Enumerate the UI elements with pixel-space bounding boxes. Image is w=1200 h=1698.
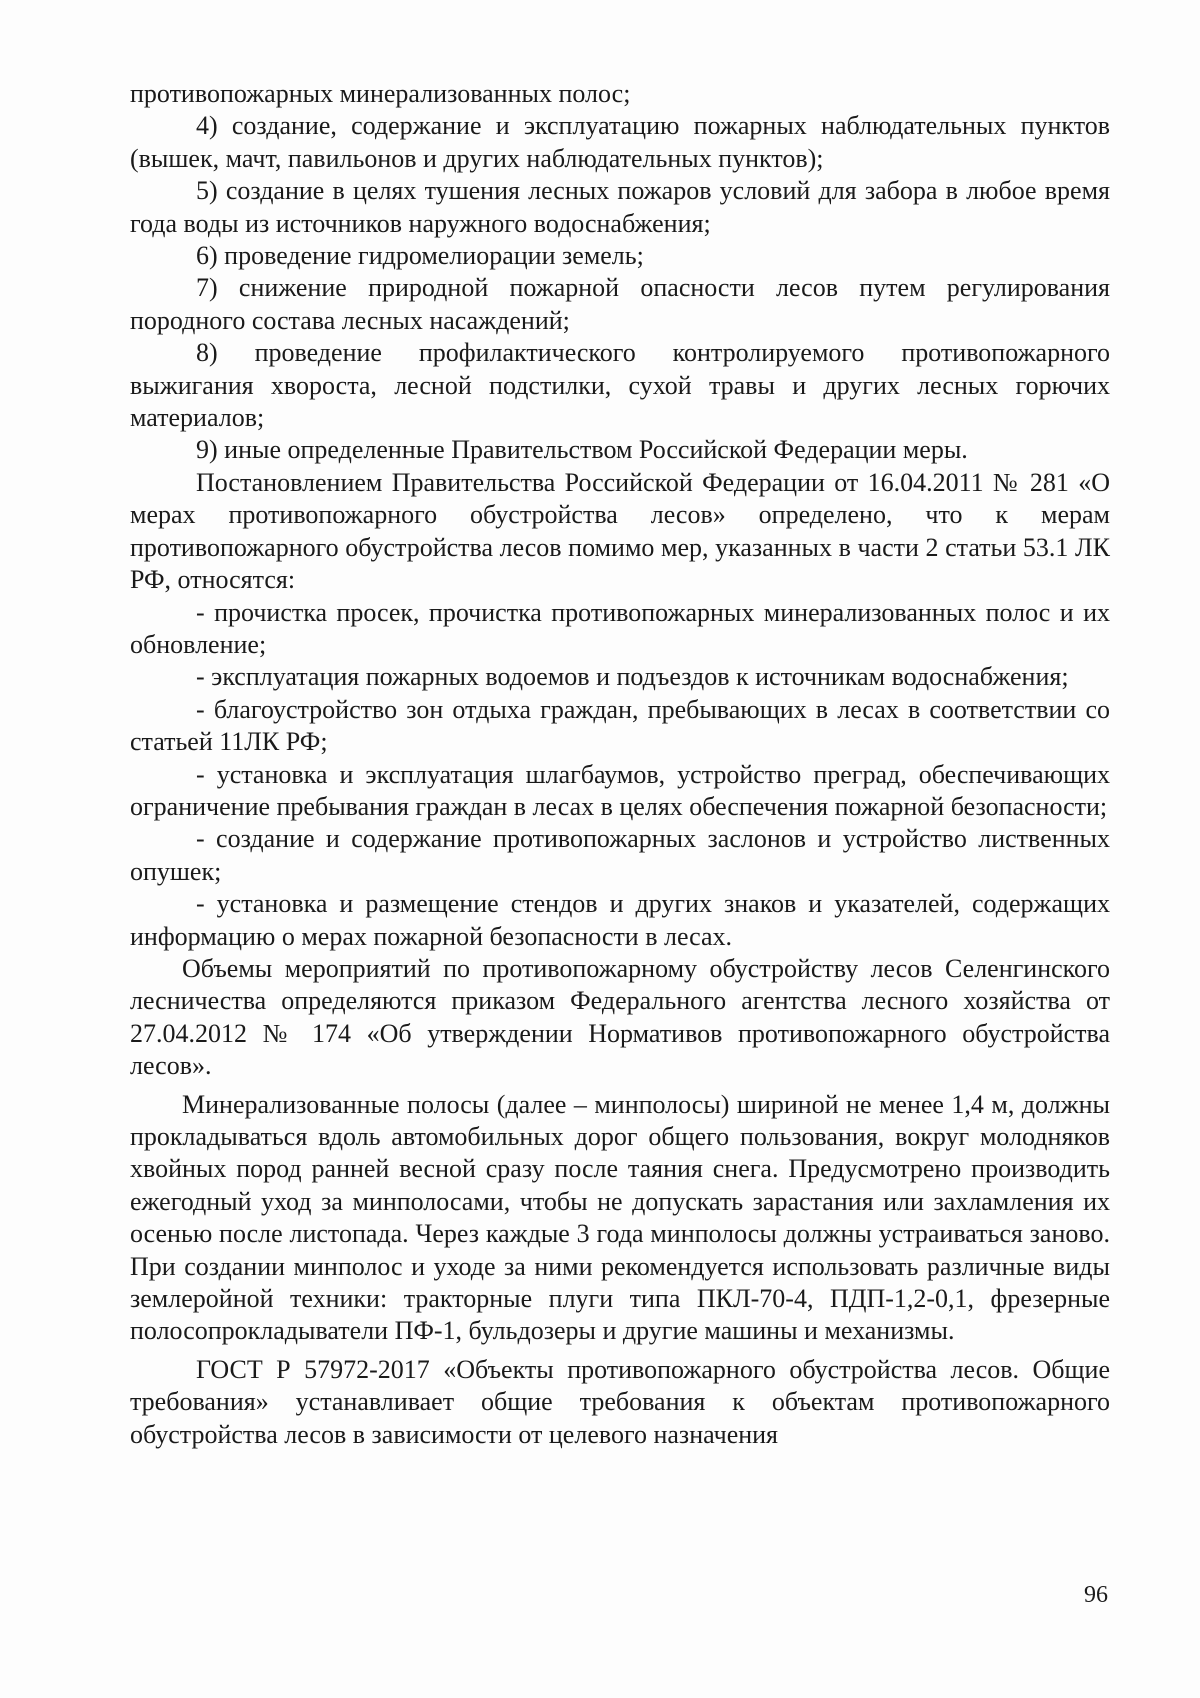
paragraph-gost: ГОСТ Р 57972-2017 «Объекты противопожарного обустройства лесов. Общие требования» устанавливает общие требования к объектам противопожарного обустройства лесов в зависимости от целевого назначения bbox=[130, 1354, 1110, 1449]
bullet-recreation: - благоустройство зон отдыха граждан, пребывающих в лесах в соответствии со статьей 11ЛК РФ; bbox=[130, 694, 1110, 757]
bullet-signs: - установка и размещение стендов и других знаков и указателей, содержащих информацию о мерах пожарной безопасности в лесах. bbox=[130, 889, 1110, 951]
bullet-barriers: - установка и эксплуатация шлагбаумов, устройство преград, обеспечивающих ограничение пребывания граждан в лесах в целях обеспечения пожарной безопасности; bbox=[130, 759, 1110, 821]
list-item-7: 7) снижение природной пожарной опасности лесов путем регулирования породного состава лесных насаждений; bbox=[130, 273, 1110, 335]
paragraph-volumes: Объемы мероприятий по противопожарному обустройству лесов Селенгинского лесничества определяются приказом Федерального агентства лесного хозяйства от 27.04.2012 № 174 «Об утверждении Нормативов противопожарного обустройства лесов». bbox=[130, 953, 1110, 1081]
bullet-clearing: - прочистка просек, прочистка противопожарных минерализованных полос и их обновление; bbox=[130, 597, 1110, 659]
bullet-firebreaks: - создание и содержание противопожарных заслонов и устройство лиственных опушек; bbox=[130, 824, 1110, 886]
list-item-8: 8) проведение профилактического контролируемого противопожарного выжигания хвороста, лесной подстилки, сухой травы и других лесных горючих материалов; bbox=[130, 338, 1110, 433]
paragraph-resolution: Постановлением Правительства Российской Федерации от 16.04.2011 № 281 «О мерах противопожарного обустройства лесов» определено, что к мерам противопожарного обустройства лесов помимо мер, указанных в части 2 статьи 53.1 ЛК РФ, относятся: bbox=[130, 467, 1110, 595]
paragraph-continuation: противопожарных минерализованных полос; bbox=[130, 79, 631, 108]
paragraph-mineral-strips: Минерализованные полосы (далее – минполосы) шириной не менее 1,4 м, должны прокладываться вдоль автомобильных дорог общего пользования, вокруг молодняков хвойных пород ранней весной сразу после таяния снега. Предусмотрено производить ежегодный уход за минполосами, чтобы не допускать зарастания или захламления их осенью после листопада. Через каждые 3 года минполосы должны устраиваться заново. При создании минполос и уходе за ними рекомендуется использовать различные виды землеройной техники: тракторные плуги типа ПКЛ-70-4, ПДП-1,2-0,1, фрезерные полосопрокладыватели ПФ-1, бульдозеры и другие машины и механизмы. bbox=[130, 1089, 1110, 1346]
list-item-5: 5) создание в целях тушения лесных пожаров условий для забора в любое время года воды из источников наружного водоснабжения; bbox=[130, 176, 1110, 238]
list-item-6: 6) проведение гидромелиорации земель; bbox=[196, 241, 644, 271]
body-text bbox=[130, 78, 1110, 1451]
list-item-9: 9) иные определенные Правительством Российской Федерации меры. bbox=[196, 435, 968, 465]
list-item-4: 4) создание, содержание и эксплуатацию пожарных наблюдательных пунктов (вышек, мачт, павильонов и других наблюдательных пунктов); bbox=[130, 111, 1110, 173]
page-number: 96 bbox=[1084, 1582, 1108, 1608]
bullet-reservoirs: - эксплуатация пожарных водоемов и подъездов к источникам водоснабжения; bbox=[196, 662, 1069, 692]
